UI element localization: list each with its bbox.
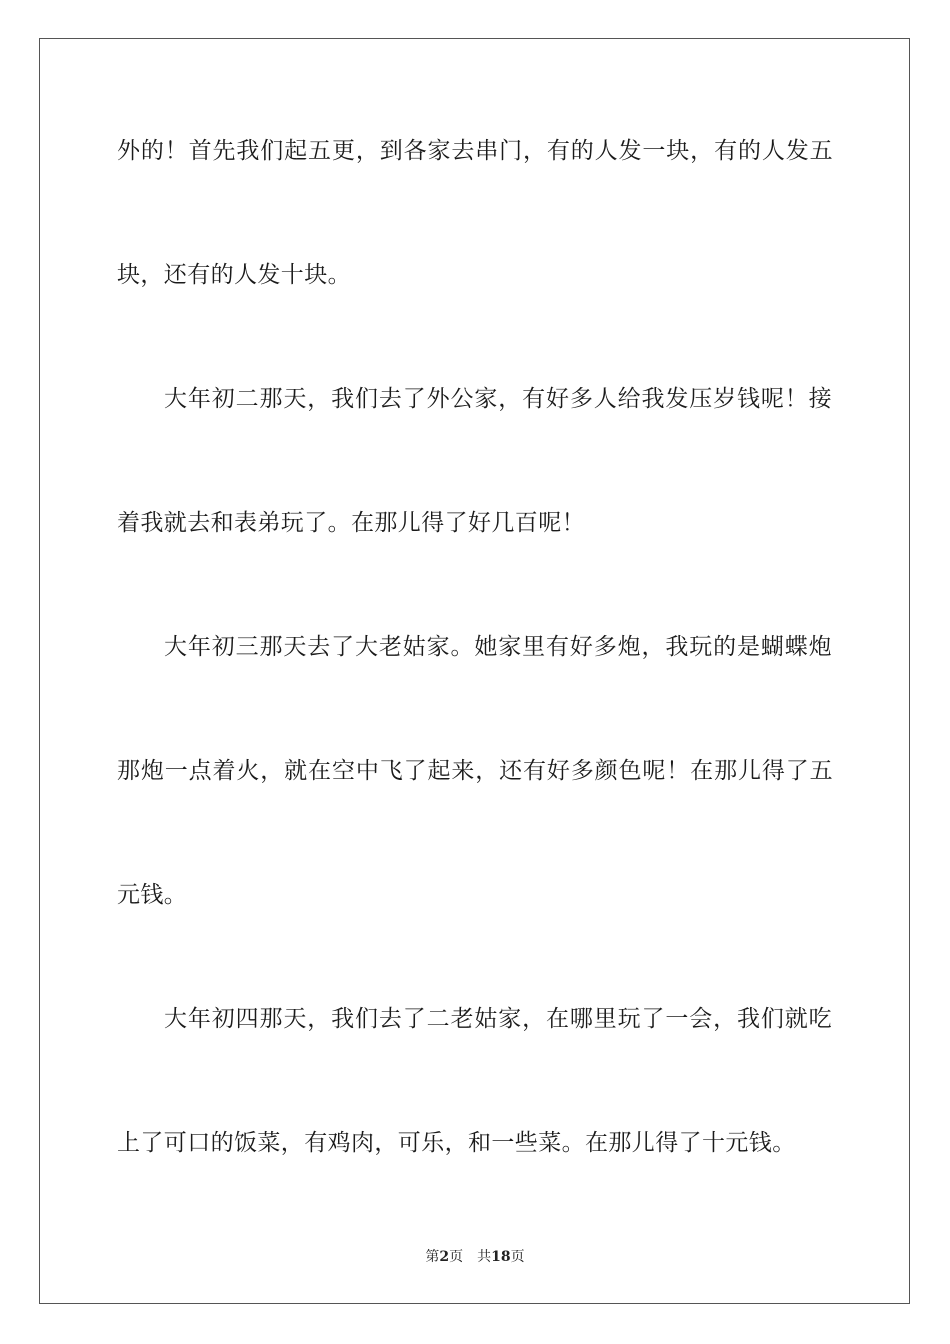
text-line-4: 着我就去和表弟玩了。在那儿得了好几百呢！	[117, 510, 585, 536]
text-line-8: 大年初四那天，我们去了二老姑家，在哪里玩了一会，我们就吃	[164, 1006, 832, 1032]
text-line-6: 那炮一点着火，就在空中飞了起来，还有好多颜色呢！在那儿得了五	[117, 758, 833, 784]
page-footer	[0, 1248, 950, 1266]
page-prefix: 第	[425, 1249, 440, 1265]
total-pages: 18	[491, 1249, 511, 1265]
total-suffix: 页	[510, 1249, 525, 1265]
page-number: 2	[439, 1249, 450, 1265]
page-border	[39, 38, 910, 1304]
page-suffix: 页	[449, 1249, 464, 1265]
text-line-9: 上了可口的饭菜，有鸡肉，可乐，和一些菜。在那儿得了十元钱。	[117, 1130, 796, 1156]
text-line-3: 大年初二那天，我们去了外公家，有好多人给我发压岁钱呢！接	[164, 386, 832, 412]
text-line-1: 外的！首先我们起五更，到各家去串门，有的人发一块，有的人发五	[117, 138, 833, 164]
text-line-5: 大年初三那天去了大老姑家。她家里有好多炮，我玩的是蝴蝶炮	[164, 634, 832, 660]
total-prefix: 共	[477, 1249, 492, 1265]
text-line-7: 元钱。	[117, 882, 188, 908]
text-line-2: 块，还有的人发十块。	[117, 262, 351, 288]
